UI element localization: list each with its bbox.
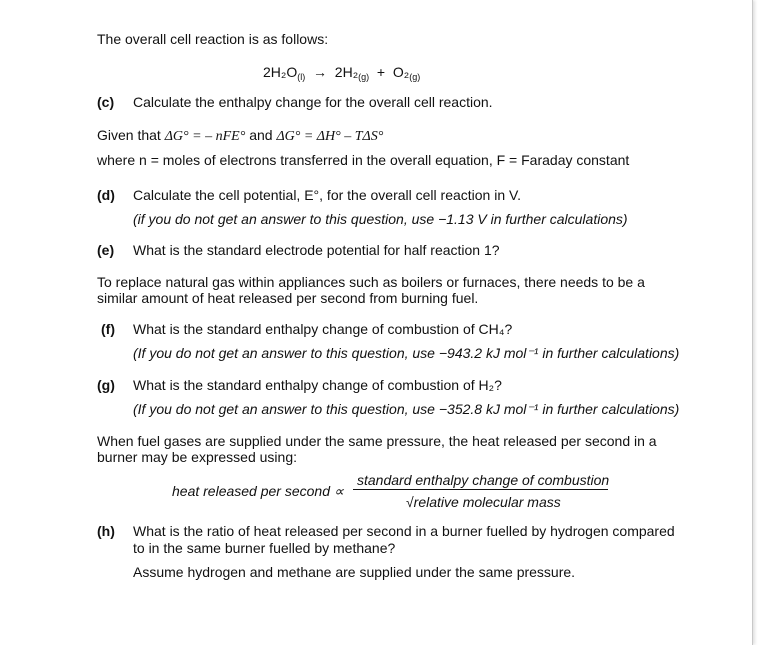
question-h-line-1: What is the ratio of heat released per second in a burner fuelled by hydrogen compared <box>133 523 675 539</box>
product-oxygen-state: (g) <box>409 72 421 82</box>
question-f-note: (If you do not get an answer to this question, use −943.2 kJ mol⁻¹ in further calculations) <box>133 345 680 361</box>
plus-sign: + <box>376 64 386 80</box>
reaction-arrow: → <box>313 64 328 80</box>
question-e-label: (e) <box>97 242 115 258</box>
question-h-label: (h) <box>97 523 115 539</box>
product-hydrogen: 2H₂ <box>334 64 359 80</box>
cell-reaction-equation <box>263 64 420 80</box>
gibbs-equation: ΔG° = – nFE° <box>164 129 246 144</box>
question-g-label: (g) <box>97 377 115 393</box>
question-d-text: Calculate the cell potential, E°, for the overall cell reaction in V. <box>133 187 521 203</box>
formula-lhs: heat released per second ∝ <box>172 483 344 499</box>
given-and: and <box>249 127 273 143</box>
intro-text: The overall cell reaction is as follows: <box>97 31 329 47</box>
question-c-label: (c) <box>97 94 115 110</box>
question-h-line-2: to in the same burner fuelled by methane? <box>133 540 396 556</box>
paragraph-1-line-2: similar amount of heat released per second from burning fuel. <box>97 290 479 306</box>
reactant-state: (l) <box>297 72 306 82</box>
gibbs-enthalpy-equation: ΔG° = ΔH° – TΔS° <box>276 129 384 144</box>
question-f-text: What is the standard enthalpy change of combustion of CH₄? <box>133 321 513 337</box>
fraction-bar <box>353 489 608 490</box>
product-hydrogen-state: (g) <box>358 72 370 82</box>
question-c-text: Calculate the enthalpy change for the overall cell reaction. <box>133 94 493 110</box>
reactant: 2H₂O <box>263 64 298 80</box>
paragraph-1-line-1: To replace natural gas within appliances such as boilers or furnaces, there needs to be a <box>97 274 645 290</box>
paragraph-2-line-2: burner may be expressed using: <box>97 449 297 465</box>
given-where-line: where n = moles of electrons transferred in the overall equation, F = Faraday constant <box>97 152 630 168</box>
question-d-note: (if you do not get an answer to this question, use −1.13 V in further calculations) <box>133 211 628 227</box>
given-lead: Given that <box>97 127 161 143</box>
paragraph-2-line-1: When fuel gases are supplied under the same pressure, the heat released per second in a <box>97 433 657 449</box>
question-g-text: What is the standard enthalpy change of combustion of H₂? <box>133 377 502 393</box>
formula-denominator: √relative molecular mass <box>406 494 561 510</box>
question-d-label: (d) <box>97 187 115 203</box>
question-e-text: What is the standard electrode potential for half reaction 1? <box>133 242 500 258</box>
given-line <box>97 127 383 145</box>
question-f-label: (f) <box>101 321 115 337</box>
product-oxygen: O₂ <box>392 64 410 80</box>
formula-numerator: standard enthalpy change of combustion <box>357 472 610 488</box>
question-g-note: (If you do not get an answer to this question, use −352.8 kJ mol⁻¹ in further calculations) <box>133 401 680 417</box>
question-h-line-3: Assume hydrogen and methane are supplied under the same pressure. <box>133 564 576 580</box>
